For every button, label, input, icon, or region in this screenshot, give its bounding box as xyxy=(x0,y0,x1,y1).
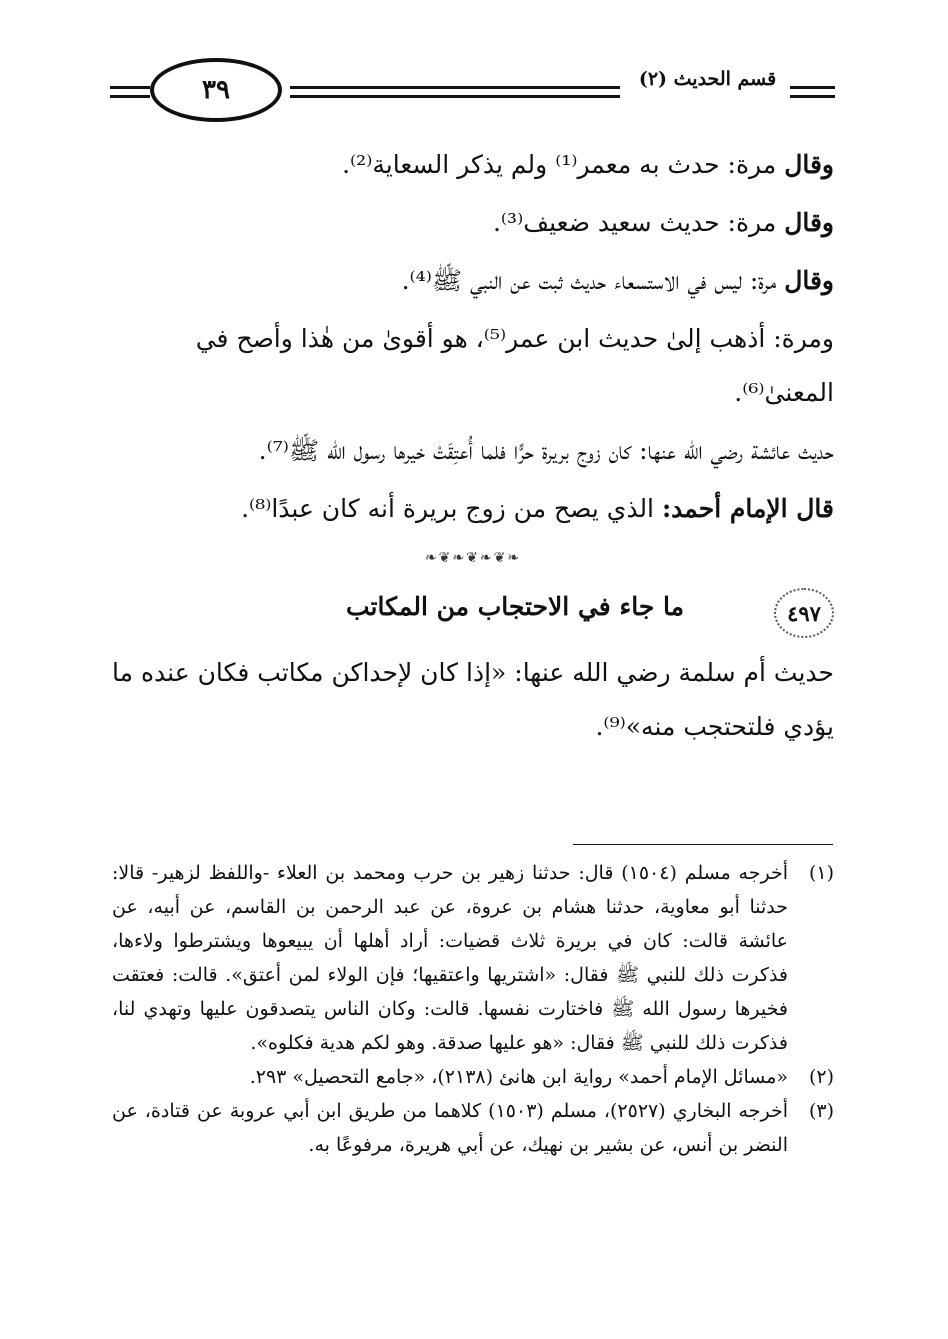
paragraph-lead: وقال xyxy=(784,208,834,237)
paragraph-text: حديث عائشة رضي الله عنها: كان زوج بريرة حرًّا فلما أُعتِقَتْ خيرها رسول الله ﷺ⁽⁷⁾. xyxy=(258,436,834,465)
running-title: قسم الحديث (٢) xyxy=(638,68,777,90)
paragraph-text: مرة: حديث سعيد ضعيف⁽³⁾. xyxy=(492,208,785,237)
footnote-text: «مسائل الإمام أحمد» رواية ابن هانئ (٢١٣٨)، «جامع التحصيل» ٢٩٣. xyxy=(249,1066,788,1088)
paragraph xyxy=(112,254,834,308)
footnote xyxy=(112,1060,834,1094)
paragraph-text: ومرة: أذهب إلىٰ حديث ابن عمر⁽⁵⁾، هو أقوىٰ من هٰذا وأصح في المعنىٰ⁽⁶⁾. xyxy=(195,324,834,407)
section-paragraph: حديث أم سلمة رضي الله عنها: «إذا كان لإحداكن مكاتب فكان عنده ما يؤدي فلتحتجب منه»⁽⁹⁾. xyxy=(111,658,834,741)
paragraph xyxy=(112,424,834,478)
header-rule-right xyxy=(790,86,835,98)
paragraph-lead: وقال xyxy=(784,150,834,179)
footnotes xyxy=(112,856,834,1162)
ornament-divider: ❧❦❧❦❧❦❧ xyxy=(424,550,522,566)
paragraph-text: مرة: حدث به معمر⁽¹⁾ ولم يذكر السعاية⁽²⁾. xyxy=(342,150,785,179)
footnote-number: (٣) xyxy=(808,1100,834,1122)
footnote-number: (١) xyxy=(808,862,834,884)
paragraph-lead: قال الإمام أحمد: xyxy=(661,494,834,523)
footnote xyxy=(112,1094,834,1162)
paragraph xyxy=(112,138,834,192)
main-text xyxy=(112,138,834,758)
header-rule-left xyxy=(110,86,150,98)
section-number-badge: ٤٩٧ xyxy=(774,588,834,638)
footnote-text: أخرجه مسلم (١٥٠٤) قال: حدثنا زهير بن حرب ومحمد بن العلاء -واللفظ لزهير- قالا: حدثنا أبو معاوية، حدثنا هشام بن عروة، عن عبد الرحمن بن القاسم، عن أبيه، عن عائشة قالت: كان في بريرة ثلاث قضيات: أراد أهلها أن يبيعوها ويشترطوا ولاءها، فذكرت ذلك للنبي ﷺ فقال: «اشتريها واعتقيها؛ فإن الولاء لمن أعتق». قالت: فعتقت فخيرها رسول الله ﷺ فاختارت نفسها. قالت: وكان الناس يتصدقون عليها وتهدي لنا، فذكرت ذلك للنبي ﷺ فقال: «هو عليها صدقة. وهو لكم هدية فكلوه». xyxy=(112,862,788,1054)
footnote xyxy=(112,856,834,1060)
paragraph xyxy=(112,312,834,420)
footnote-separator xyxy=(573,844,833,845)
page-header xyxy=(110,58,835,126)
footnote-number: (٢) xyxy=(808,1066,834,1088)
paragraph-text: الذي يصح من زوج بريرة أنه كان عبدًا⁽⁸⁾. xyxy=(241,494,662,523)
paragraph-text: مرة: ليس في الاستسعاء حديث ثبت عن النبي ﷺ⁽⁴⁾. xyxy=(401,266,785,295)
paragraph xyxy=(112,482,834,536)
header-rule-middle xyxy=(290,86,620,98)
footnote-text: أخرجه البخاري (٢٥٢٧)، مسلم (١٥٠٣) كلاهما من طريق ابن أبي عروبة عن قتادة، عن النضر بن أنس، عن بشير بن نهيك، عن أبي هريرة، مرفوعًا به. xyxy=(112,1100,788,1156)
paragraph xyxy=(112,196,834,250)
paragraph-lead: وقال xyxy=(784,266,834,295)
page-number: ٣٩ xyxy=(150,58,282,122)
section-heading xyxy=(112,586,834,640)
section-title: ما جاء في الاحتجاب من المكاتب xyxy=(345,592,684,621)
